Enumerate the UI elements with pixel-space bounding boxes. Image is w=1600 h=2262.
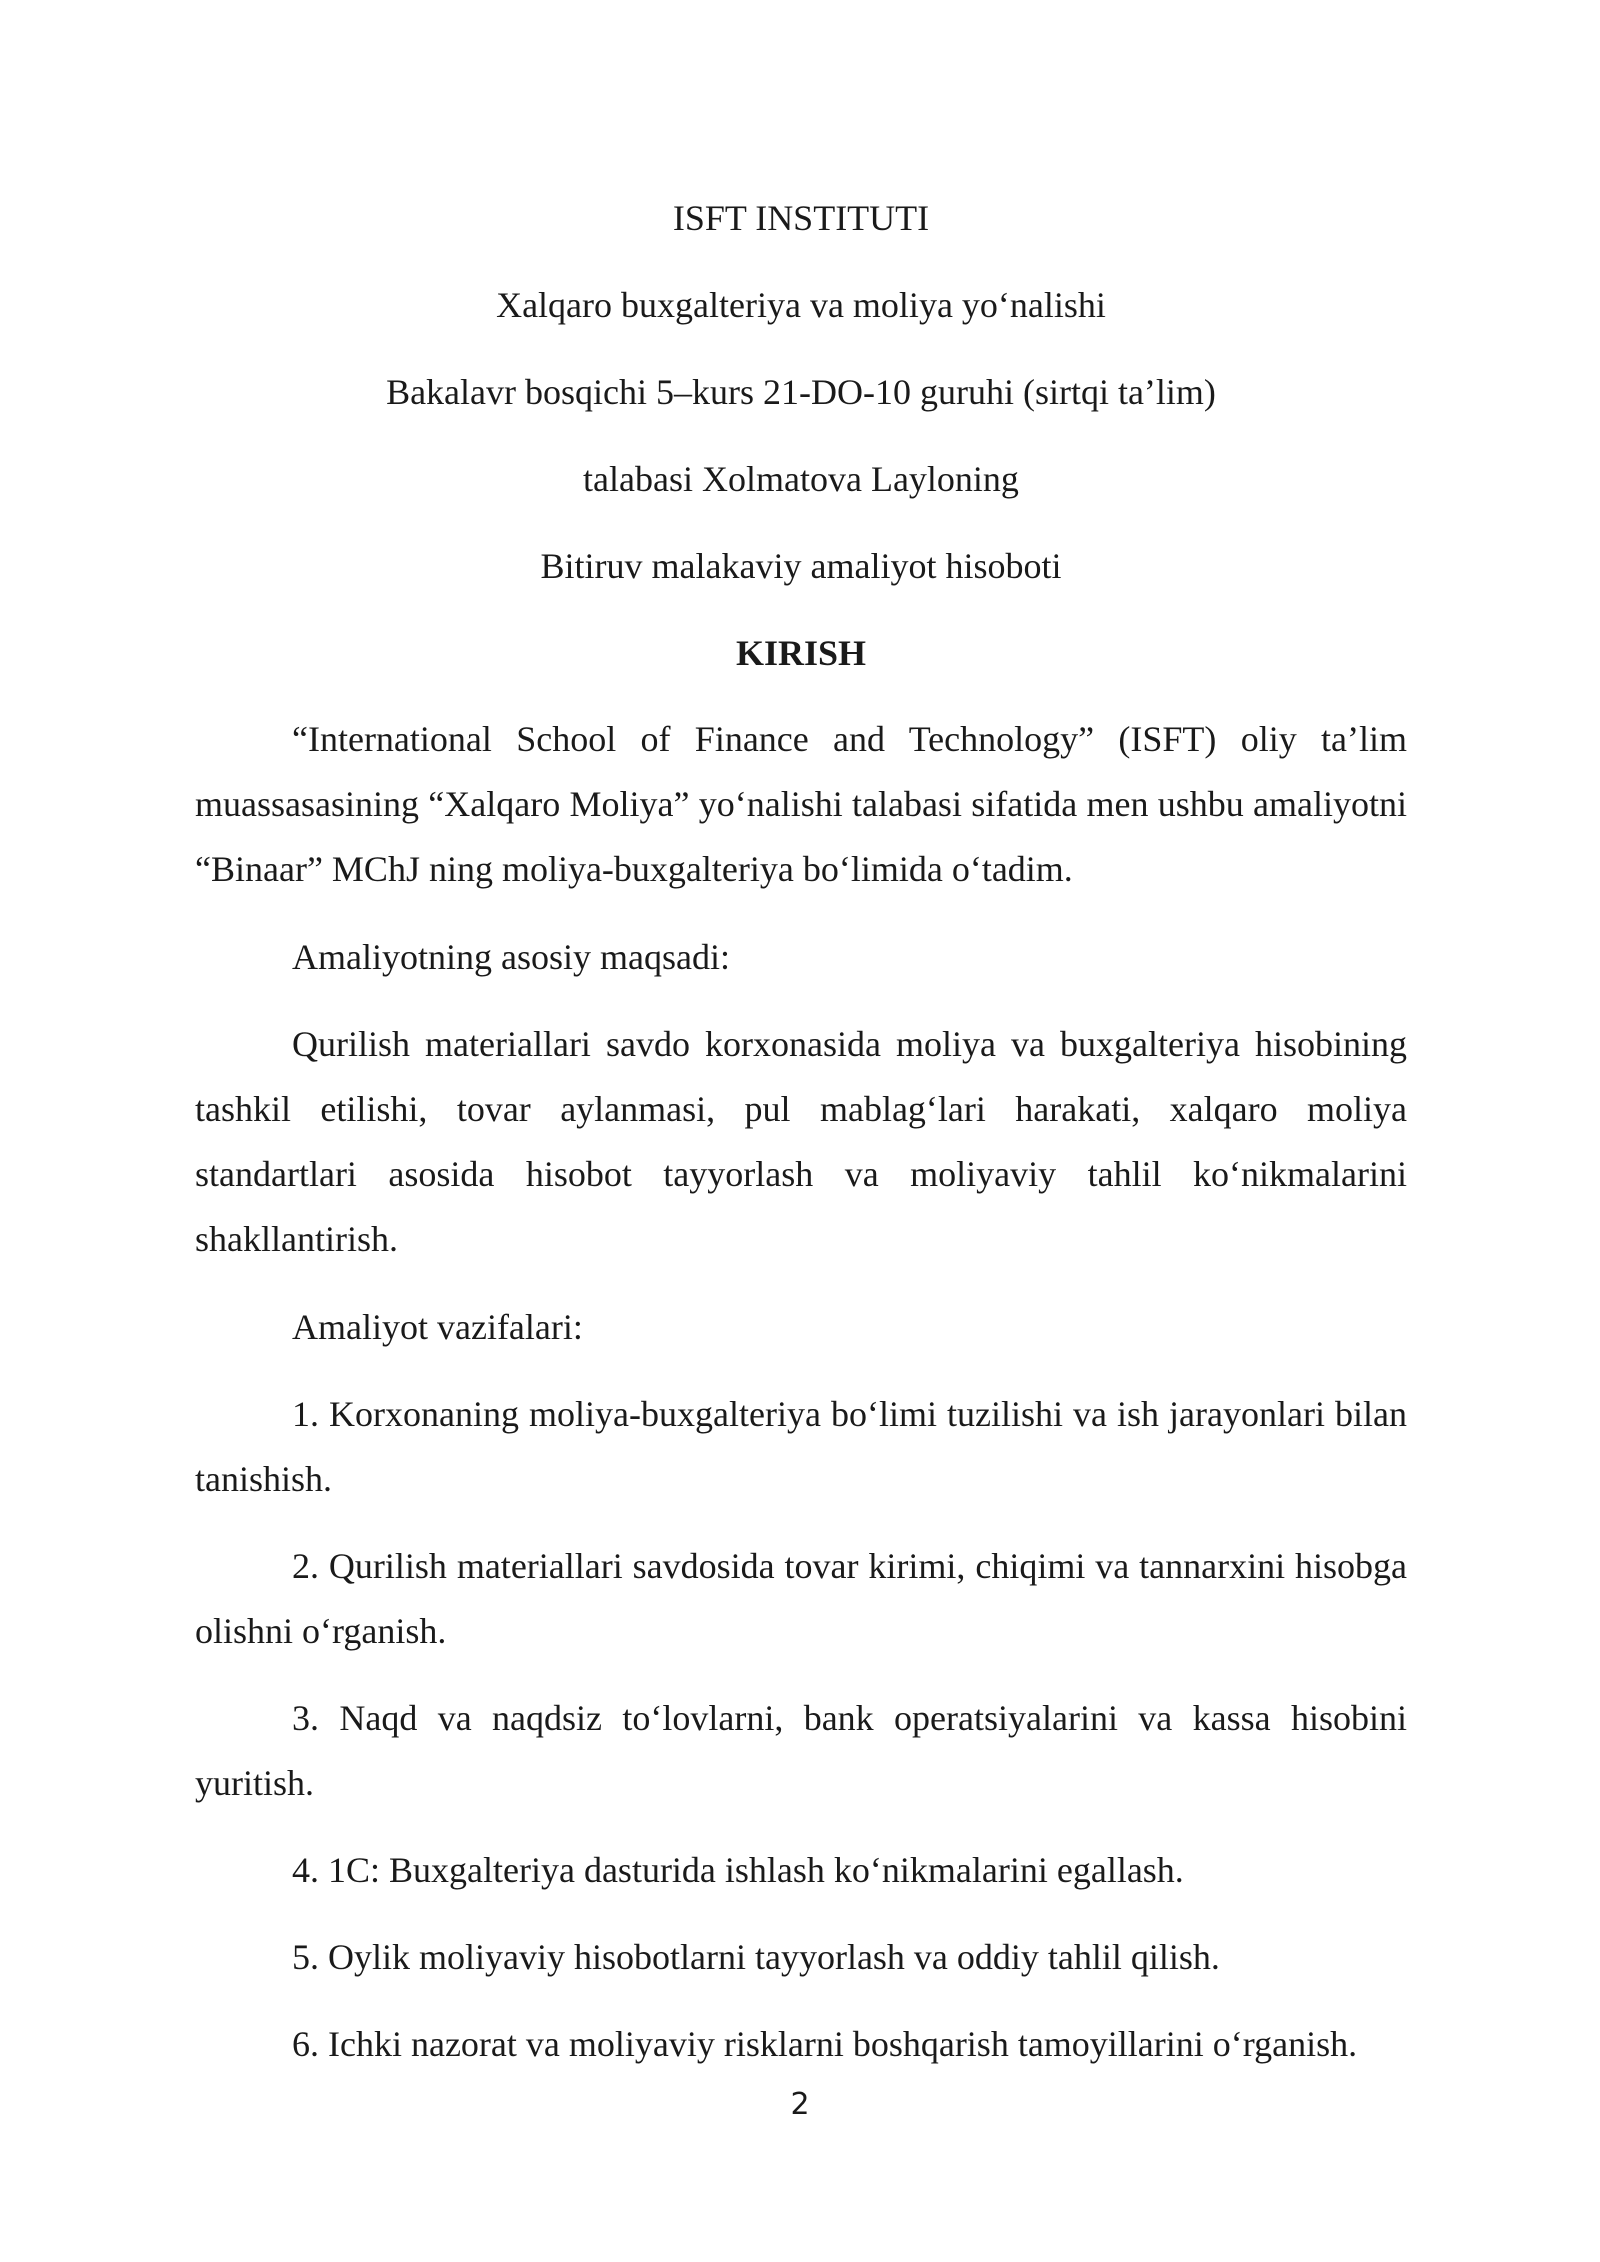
section-title: KIRISH bbox=[735, 633, 867, 673]
task-item-3: 3. Naqd va naqdsiz to‘lovlarni, bank operatsiyalarini va kassa hisobini yuritish. bbox=[195, 1698, 1407, 1803]
direction-line: Xalqaro buxgalteriya va moliya yo‘nalishi bbox=[496, 285, 1106, 325]
tasks-label: Amaliyot vazifalari: bbox=[292, 1307, 583, 1347]
goal-paragraph: Qurilish materiallari savdo korxonasida moliya va buxgalteriya hisobining tashkil etilishi, tovar aylanmasi, pul mablag‘lari harakati, xalqaro moliya standartlari asosida hisobot tayyorlash va moliyaviy tahlil ko‘nikmalarini shakllantirish. bbox=[195, 1024, 1407, 1259]
intro-paragraph: “International School of Finance and Technology” (ISFT) oliy ta’lim muassasasining “Xalqaro Moliya” yo‘nalishi talabasi sifatida men ushbu amaliyotni “Binaar” MChJ ning moliya-buxgalteriya bo‘limida o‘tadim. bbox=[195, 719, 1407, 889]
group-line: Bakalavr bosqichi 5–kurs 21-DO-10 guruhi (sirtqi ta’lim) bbox=[386, 372, 1216, 412]
student-line: talabasi Xolmatova Layloning bbox=[583, 459, 1019, 499]
institute-name: ISFT INSTITUTI bbox=[672, 198, 930, 238]
task-item-2: 2. Qurilish materiallari savdosida tovar kirimi, chiqimi va tannarxini hisobga olishni o‘rganish. bbox=[195, 1546, 1407, 1651]
task-item-6: 6. Ichki nazorat va moliyaviy risklarni boshqarish tamoyillarini o‘rganish. bbox=[292, 2024, 1358, 2064]
report-title: Bitiruv malakaviy amaliyot hisoboti bbox=[540, 546, 1062, 586]
task-item-4: 4. 1C: Buxgalteriya dasturida ishlash ko‘nikmalarini egallash. bbox=[292, 1850, 1184, 1890]
page-number: 2 bbox=[790, 2087, 810, 2122]
goal-label: Amaliyotning asosiy maqsadi: bbox=[292, 937, 730, 977]
task-item-1: 1. Korxonaning moliya-buxgalteriya bo‘limi tuzilishi va ish jarayonlari bilan tanishish. bbox=[195, 1394, 1407, 1499]
task-item-5: 5. Oylik moliyaviy hisobotlarni tayyorlash va oddiy tahlil qilish. bbox=[292, 1937, 1220, 1977]
